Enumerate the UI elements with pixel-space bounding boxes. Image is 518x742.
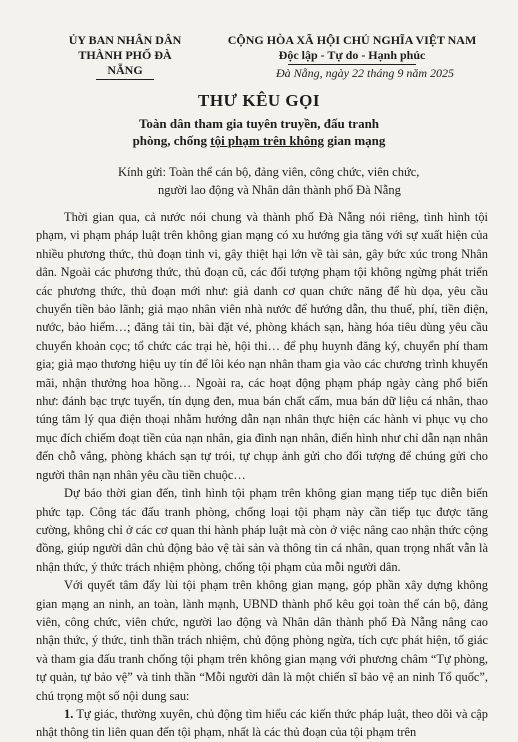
issuer-header	[60, 33, 190, 80]
subtitle-line-1: Toàn dân tham gia tuyên truyền, đấu tranh	[138, 116, 380, 131]
item-1	[36, 705, 488, 742]
issuer-underline	[96, 79, 154, 80]
national-title: CỘNG HÒA XÃ HỘI CHỦ NGHĨA VIỆT NAM	[227, 33, 477, 47]
paragraph-1: Thời gian qua, cả nước nói chung và thành phố Đà Nẵng nói riêng, tình hình tội phạm, vi phạm pháp luật trên không gian mạng có xu hướng gia tăng với sự xuất hiện của nhiều phương thức, thủ đoạn tinh vi, gây thiệt hại lớn về tài sản, gây bức xúc trong Nhân dân. Ngoài các phương thức, thủ đoạn cũ, các đối tượng phạm tội không ngừng phát triển các phương thức, thủ đoạn mới như: giả danh cơ quan chức năng để hù dọa, yêu cầu chuyển tiền bảo lãnh; giả mạo nhân viên nhà nước để hướng dẫn, thu thuế, phí, tiền điện, nước, bảo hiểm…; đăng tải tin, bài đặt vé, phòng khách sạn, hàng hóa tiêu dùng yêu cầu chuyển khoản cọc; tổ chức các trại hè, hội thi… để phụ huynh đăng ký, chuyển phí tham gia; giả mạo thương hiệu uy tín để lôi kéo nạn nhân tham gia vào các chương trình khuyến mãi, nhận thưởng hoa hồng… Ngoài ra, các hoạt động phạm pháp ngày càng phổ biến như: đánh bạc trực tuyến, tín dụng đen, mua bán chất cấm, mua bán dữ liệu cá nhân, thao túng tâm lý qua điện thoại nhằm hướng dẫn nạn nhân thực hiện các hành vi phục vụ cho mục đích chiếm đoạt tiền của nạn nhân, gia đình nạn nhân, điển hình như chỉ dẫn nạn nhân đến chỗ vắng, phòng khách sạn tự trói, tự chụp ảnh gửi cho đối tượng để chúng gửi cho người thân nạn nhân yêu cầu tiền chuộc…	[36, 210, 488, 482]
issuer-line-1: ỦY BAN NHÂN DÂN	[68, 33, 182, 47]
item-1-text: Tự giác, thường xuyên, chủ động tìm hiểu các kiến thức pháp luật, theo dõi và cập nhật thông tin liên quan đến tội phạm, nhất là các thủ đoạn của tội phạm trên	[36, 706, 488, 740]
greeting	[118, 163, 498, 199]
issuer-line-2: THÀNH PHỐ ĐÀ NẴNG	[78, 48, 172, 77]
national-motto: Độc lập - Tự do - Hạnh phúc	[278, 48, 426, 62]
paragraph-3: Với quyết tâm đẩy lùi tội phạm trên không gian mạng, góp phần xây dựng không gian mạng an ninh, an toàn, lành mạnh, UBND thành phố kêu gọi toàn thể cán bộ, đảng viên, công chức, viên chức, người lao động và Nhân dân thành phố Đà Nẵng nâng cao nhận thức, ý thức, tinh thần trách nhiệm, chủ động phòng ngừa, tích cực phát hiện, tố giác và tham gia đấu tranh chống tội phạm trên không gian mạng với phương châm “Tự phòng, tự quản, tự bảo vệ” và tinh thần “Mỗi người dân là một chiến sĩ bảo vệ an ninh Tổ quốc”, chú trọng một số nội dung sau:	[36, 578, 488, 703]
letter-body	[36, 208, 488, 742]
motto-underline	[288, 64, 416, 65]
paragraph-2: Dự báo thời gian đến, tình hình tội phạm trên không gian mạng tiếp tục diễn biến phức tạp. Công tác đấu tranh phòng, chống loại tội phạm này cần tiếp tục được tăng cường, không chỉ ở các cơ quan thi hành pháp luật mà còn ở việc nâng cao nhận thức cộng đồng, giúp người dân chủ động bảo vệ tài sản và thông tin cá nhân, quan trọng nhất vẫn là nhận thức, ý thức trách nhiệm phòng, chống tội phạm của mỗi người dân.	[36, 486, 488, 574]
date-line: Đà Nẵng, ngày 22 tháng 9 năm 2025	[276, 66, 454, 80]
item-1-number: 1.	[64, 706, 74, 721]
subtitle-part-3: gian mạng	[324, 133, 386, 148]
subtitle-part-1: phòng, chống	[132, 133, 211, 148]
national-header	[222, 33, 482, 65]
greeting-line-1: Kính gửi: Toàn thể cán bộ, đảng viên, công chức, viên chức,	[118, 165, 420, 179]
document-title: THƯ KÊU GỌI	[198, 91, 320, 110]
subtitle-line-2	[0, 132, 518, 149]
document-subtitle	[0, 115, 518, 149]
greeting-line-2: người lao động và Nhân dân thành phố Đà Nẵng	[158, 183, 401, 197]
subtitle-part-2: tội phạm trên không	[210, 133, 325, 148]
